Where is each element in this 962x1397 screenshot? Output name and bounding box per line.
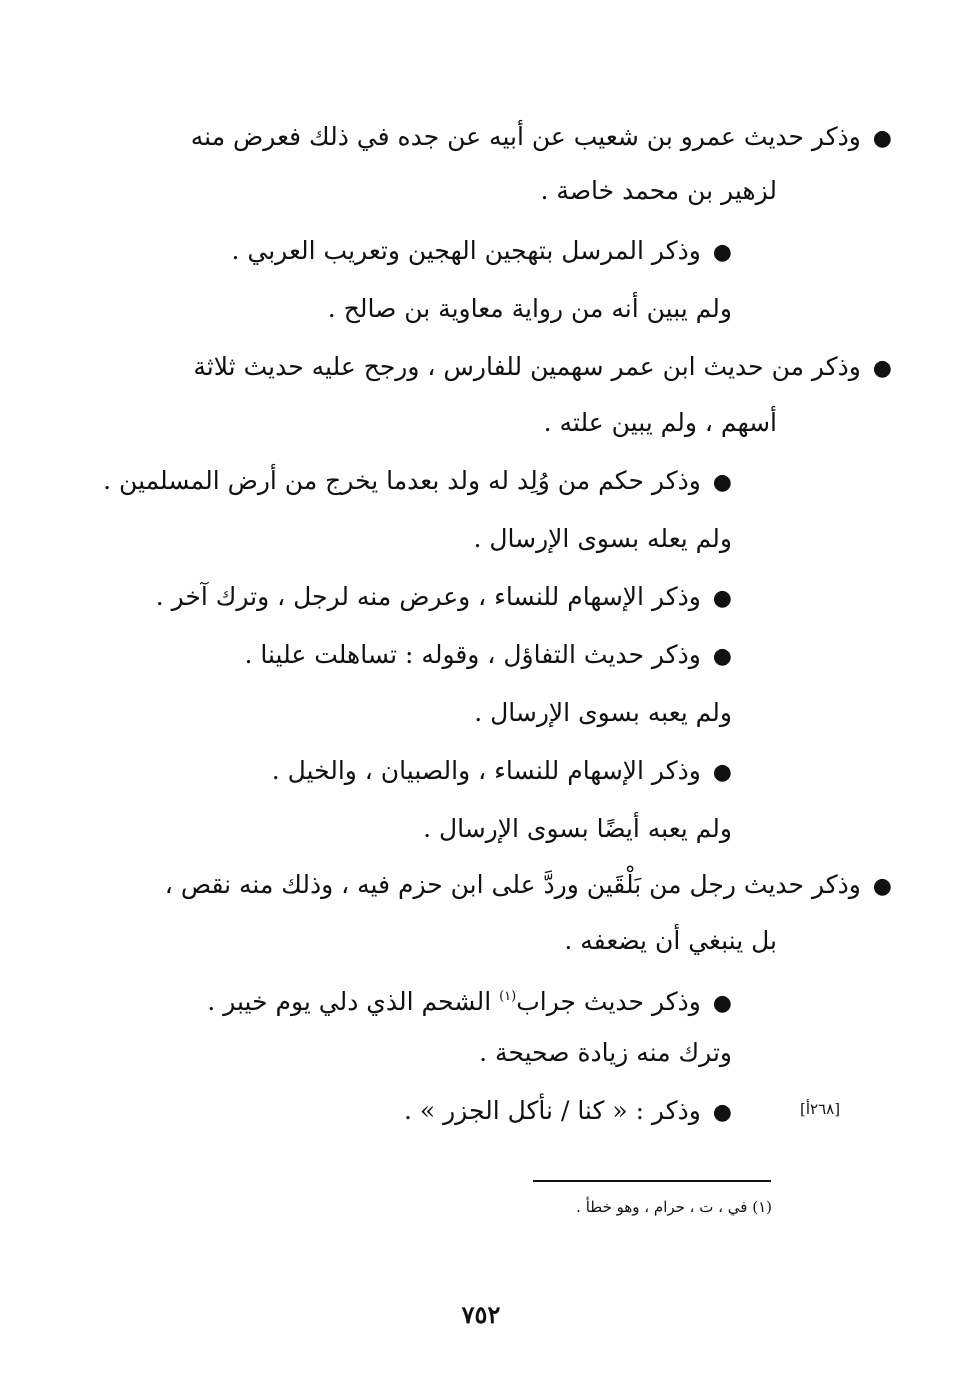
paragraph-line — [191, 120, 892, 156]
paragraph-line — [474, 696, 732, 730]
paragraph-text: وذكر من حديث ابن عمر سهمين للفارس ، ورجح عليه حديث ثلاثة — [193, 352, 861, 381]
footnote-marker: (١) — [499, 989, 517, 1004]
margin-folio-note: [٢٦٨أ] — [800, 1100, 841, 1118]
paragraph-line — [544, 406, 777, 440]
bullet-icon: ● — [712, 470, 732, 495]
paragraph-line — [479, 1036, 732, 1070]
bullet-icon: ● — [712, 991, 732, 1016]
paragraph-text: ولم يعبه بسوى الإرسال . — [474, 698, 732, 727]
paragraph-text: ولم يبين أنه من رواية معاوية بن صالح . — [327, 294, 732, 323]
paragraph-text: وذكر حديث جراب — [516, 987, 701, 1016]
paragraph-text: وذكر حديث رجل من بَلْقَين وردَّ على ابن حزم فيه ، وذلك منه نقص ، — [164, 870, 861, 899]
paragraph-line — [231, 234, 732, 270]
paragraph-line — [272, 754, 732, 790]
paragraph-text: ولم يعله بسوى الإرسال . — [473, 524, 732, 553]
bullet-icon: ● — [872, 356, 892, 381]
paragraph-text: وذكر الإسهام للنساء ، وعرض منه لرجل ، وترك آخر . — [155, 582, 701, 611]
paragraph-text: وذكر حكم من وُلِد له ولد بعدما يخرج من أرض المسلمين . — [103, 466, 701, 495]
paragraph-line — [423, 812, 732, 846]
bullet-icon: ● — [712, 1100, 732, 1125]
paragraph-line — [244, 638, 732, 674]
paragraph-line — [156, 580, 732, 616]
paragraph-text: بل ينبغي أن يضعفه . — [564, 926, 777, 955]
bullet-icon: ● — [872, 126, 892, 151]
paragraph-text: وذكر حديث التفاؤل ، وقوله : تساهلت علينا . — [244, 640, 701, 669]
paragraph-line — [165, 868, 892, 904]
paragraph-text: الشحم الذي دلي يوم خيبر . — [207, 987, 500, 1016]
footnote: (١) في ، ت ، حرام ، وهو خطأ . — [576, 1198, 772, 1216]
paragraph-line — [564, 924, 777, 958]
paragraph-text: لزهير بن محمد خاصة . — [540, 176, 777, 205]
bullet-icon: ● — [712, 760, 732, 785]
paragraph-text: وذكر المرسل بتهجين الهجين وتعريب العربي . — [231, 236, 701, 265]
paragraph-text: وترك منه زيادة صحيحة . — [479, 1038, 732, 1067]
paragraph-line — [473, 522, 732, 556]
paragraph-text: ولم يعبه أيضًا بسوى الإرسال . — [423, 814, 732, 843]
footnote-divider — [533, 1180, 771, 1182]
bullet-icon: ● — [712, 240, 732, 265]
bullet-icon: ● — [712, 586, 732, 611]
paragraph-text: وذكر حديث عمرو بن شعيب عن أبيه عن جده في ذلك فعرض منه — [190, 122, 861, 151]
paragraph-line — [193, 350, 892, 386]
paragraph-line — [404, 1094, 732, 1130]
paragraph-line — [541, 174, 777, 208]
paragraph-text: وذكر الإسهام للنساء ، والصبيان ، والخيل . — [271, 756, 701, 785]
paragraph-text: أسهم ، ولم يبين علته . — [543, 408, 777, 437]
paragraph-line — [103, 464, 732, 500]
page-number: ٧٥٢ — [461, 1300, 501, 1329]
paragraph-text: وذكر : « كنا / نأكل الجزر » . — [403, 1096, 701, 1125]
bullet-icon: ● — [712, 644, 732, 669]
paragraph-line — [207, 980, 732, 1021]
paragraph-line — [328, 292, 732, 326]
bullet-icon: ● — [872, 874, 892, 899]
